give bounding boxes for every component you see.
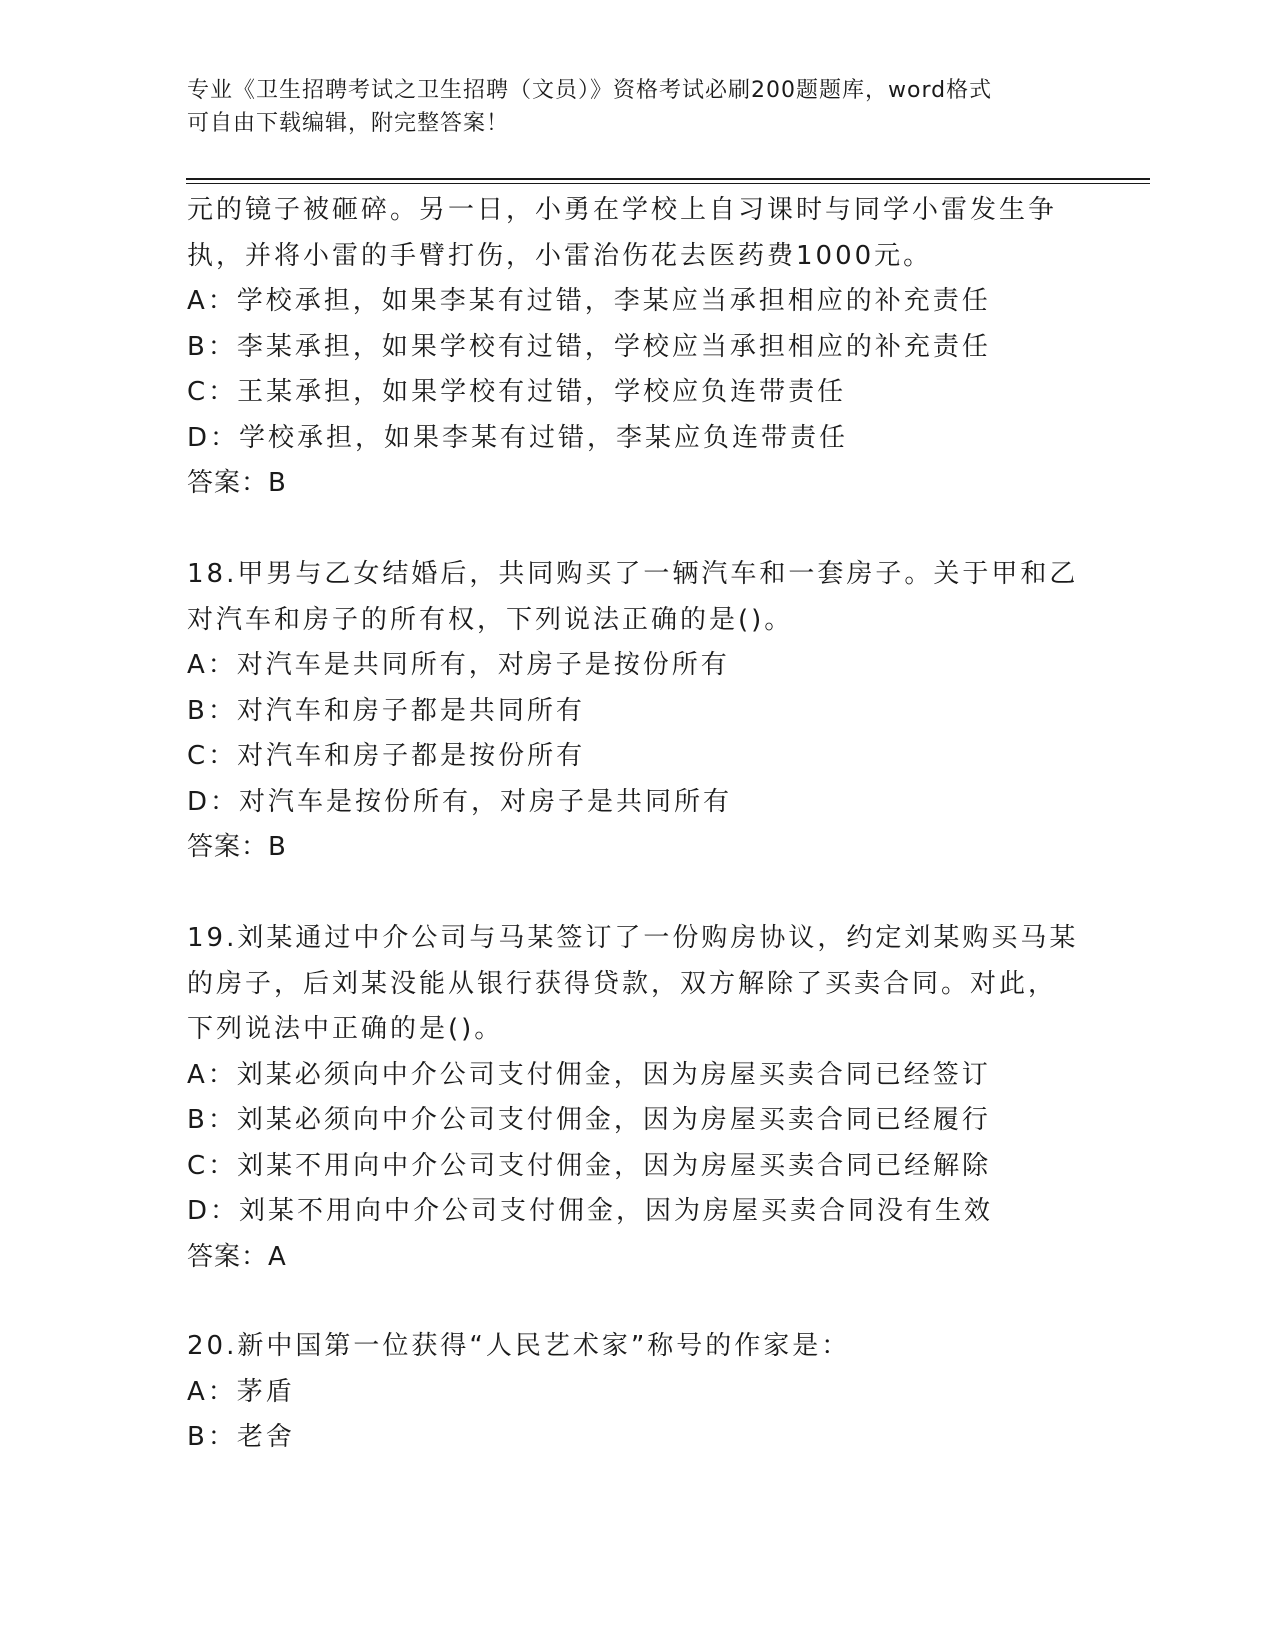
question-19 [187,916,1087,1280]
header-divider-thick [186,178,1150,180]
header-title-line-1: 专业《卫生招聘考试之卫生招聘（文员）》资格考试必刷200题题库，word格式 [187,78,993,103]
option-b: B：对汽车和房子都是共同所有 [187,695,585,726]
option-a: A：对汽车是共同所有，对房子是按份所有 [187,650,730,680]
option-d: D：刘某不用向中介公司支付佣金，因为房屋买卖合同没有生效 [187,1196,994,1226]
option-c: C：对汽车和房子都是按份所有 [187,741,586,771]
option-a: A：刘某必须向中介公司支付佣金，因为房屋买卖合同已经签订 [187,1059,991,1090]
spacer [187,871,1087,917]
answer-line: 答案：B [187,832,287,862]
option-b: B：老舍 [187,1422,295,1452]
question-text-line: 执，并将小雷的手臂打伤，小雷治伤花去医药费1000元。 [187,240,933,271]
question-text-line: 的房子，后刘某没能从银行获得贷款，双方解除了买卖合同。对此， [187,968,1058,999]
question-text-line: 对汽车和房子的所有权，下列说法正确的是()。 [187,604,794,635]
option-a: A：茅盾 [187,1376,295,1407]
option-b: B：刘某必须向中介公司支付佣金，因为房屋买卖合同已经履行 [187,1105,991,1135]
question-text-line: 19.刘某通过中介公司与马某签订了一份购房协议，约定刘某购买马某 [187,923,1079,953]
question-text-line: 元的镜子被砸碎。另一日，小勇在学校上自习课时与同学小雷发生争 [187,195,1058,225]
option-a: A：学校承担，如果李某有过错，李某应当承担相应的补充责任 [187,286,991,316]
question-17-continuation [187,188,1087,507]
header-title-line-2: 可自由下载编辑，附完整答案！ [187,111,510,136]
option-c: C：王某承担，如果学校有过错，学校应负连带责任 [187,377,847,407]
option-d: D：学校承担，如果李某有过错，李某应负连带责任 [187,422,849,453]
question-content [187,188,1087,1461]
question-20 [187,1324,1087,1461]
header-divider-thin [186,183,1150,184]
spacer [187,507,1087,553]
document-header [187,74,1087,140]
option-d: D：对汽车是按份所有，对房子是共同所有 [187,786,733,817]
option-c: C：刘某不用向中介公司支付佣金，因为房屋买卖合同已经解除 [187,1150,992,1181]
answer-line: 答案：B [187,468,287,498]
question-text-line: 18.甲男与乙女结婚后，共同购买了一辆汽车和一套房子。关于甲和乙 [187,559,1079,589]
spacer [187,1280,1087,1324]
answer-line: 答案：A [187,1241,287,1272]
question-text-line: 下列说法中正确的是()。 [187,1014,504,1044]
question-text-line: 20.新中国第一位获得“人民艺术家”称号的作家是： [187,1331,851,1361]
question-18 [187,552,1087,871]
option-b: B：李某承担，如果学校有过错，学校应当承担相应的补充责任 [187,331,991,362]
